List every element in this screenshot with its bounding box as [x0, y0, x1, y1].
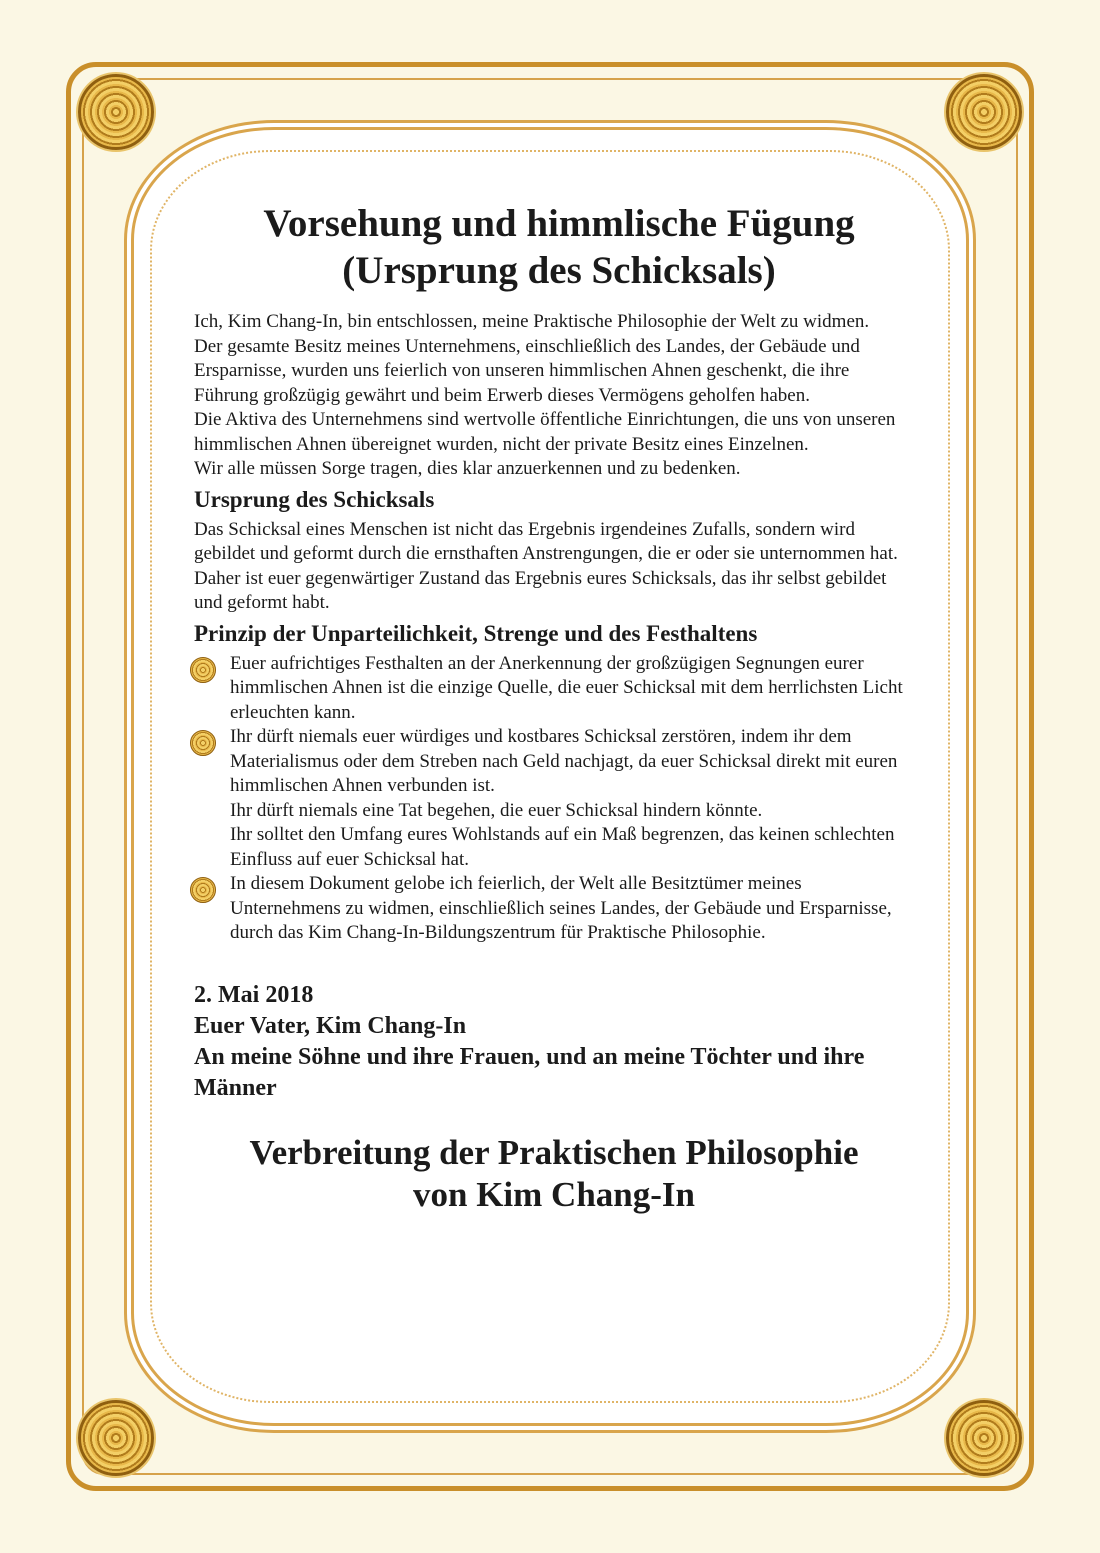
bullet-text: Ihr dürft niemals euer würdiges und kostbares Schicksal zerstören, indem ihr dem Materialismus oder dem Streben nach Geld nachjagt, da euer Schicksal direkt mit euren himmlischen Ahnen verbunden ist.	[230, 726, 898, 796]
bullet-text: Euer aufrichtiges Festhalten an der Anerkennung der großzügigen Segnungen eurer himmlischen Ahnen ist die einzige Quelle, die euer Schicksal mit dem herrlichsten Licht erleuchten kann.	[230, 652, 903, 723]
intro-paragraph: Ich, Kim Chang-In, bin entschlossen, meine Praktische Philosophie der Welt zu widmen.	[194, 311, 870, 332]
footer-line-2: von Kim Chang-In	[412, 1174, 696, 1214]
bullet-text: In diesem Dokument gelobe ich feierlich, der Welt alle Besitztümer meines Unternehmens zu widmen, einschließlich seines Landes, der Gebäude und Ersparnisse, durch das Kim Chang-In-Bildungszentrum für Praktische Philosophie.	[230, 873, 892, 943]
section-origin	[194, 518, 914, 616]
intro-section	[194, 310, 914, 482]
title-line-2: (Ursprung des Schicksals)	[342, 249, 776, 292]
gold-bullet-icon	[190, 730, 216, 756]
document-body	[194, 200, 914, 1216]
section-principle	[194, 652, 914, 946]
bullet-text: Ihr dürft niemals eine Tat begehen, die euer Schicksal hindern könnte.	[230, 799, 763, 821]
closing-block	[194, 980, 914, 1104]
section-heading-origin: Ursprung des Schicksals	[194, 486, 435, 512]
page-title	[184, 200, 934, 294]
gold-medallion-icon	[78, 1400, 154, 1476]
gold-medallion-icon	[78, 74, 154, 150]
gold-bullet-icon	[190, 877, 216, 903]
bullet-item	[190, 725, 914, 872]
bullet-item	[190, 872, 914, 946]
footer-title	[184, 1132, 924, 1216]
section-heading-principle: Prinzip der Unparteilichkeit, Strenge und des Festhaltens	[194, 620, 758, 646]
intro-paragraph: Wir alle müssen Sorge tragen, dies klar anzuerkennen und zu bedenken.	[194, 458, 741, 479]
signature-line: Euer Vater, Kim Chang-In	[194, 1012, 467, 1039]
section-paragraph: Das Schicksal eines Menschen ist nicht das Ergebnis irgendeines Zufalls, sondern wird gebildet und geformt durch die ernsthaften Anstrengungen, die er oder sie unternommen hat.	[194, 518, 898, 564]
bullet-text: Ihr solltet den Umfang eures Wohlstands auf ein Maß begrenzen, das keinen schlechten Einfluss auf euer Schicksal hat.	[230, 824, 895, 870]
document-date: 2. Mai 2018	[194, 981, 314, 1008]
intro-paragraph: Der gesamte Besitz meines Unternehmens, einschließlich des Landes, der Gebäude und Ersparnisse, wurden uns feierlich von unseren himmlischen Ahnen geschenkt, die ihre Führung großzügig gewährt und beim Erwerb dieses Vermögens geholfen haben.	[194, 335, 860, 406]
intro-paragraph: Die Aktiva des Unternehmens sind wertvolle öffentliche Einrichtungen, die uns von unseren himmlischen Ahnen übereignet wurden, nicht der private Besitz eines Einzelnen.	[194, 409, 896, 455]
bullet-item	[190, 652, 914, 726]
section-paragraph: Daher ist euer gegenwärtiger Zustand das Ergebnis eures Schicksals, das ihr selbst gebildet und geformt habt.	[194, 567, 887, 613]
gold-medallion-icon	[946, 1400, 1022, 1476]
gold-medallion-icon	[946, 74, 1022, 150]
title-line-1: Vorsehung und himmlische Fügung	[263, 202, 855, 245]
recipients-line: An meine Söhne und ihre Frauen, und an meine Töchter und ihre Männer	[194, 1043, 865, 1101]
gold-bullet-icon	[190, 657, 216, 683]
footer-line-1: Verbreitung der Praktischen Philosophie	[249, 1132, 859, 1172]
